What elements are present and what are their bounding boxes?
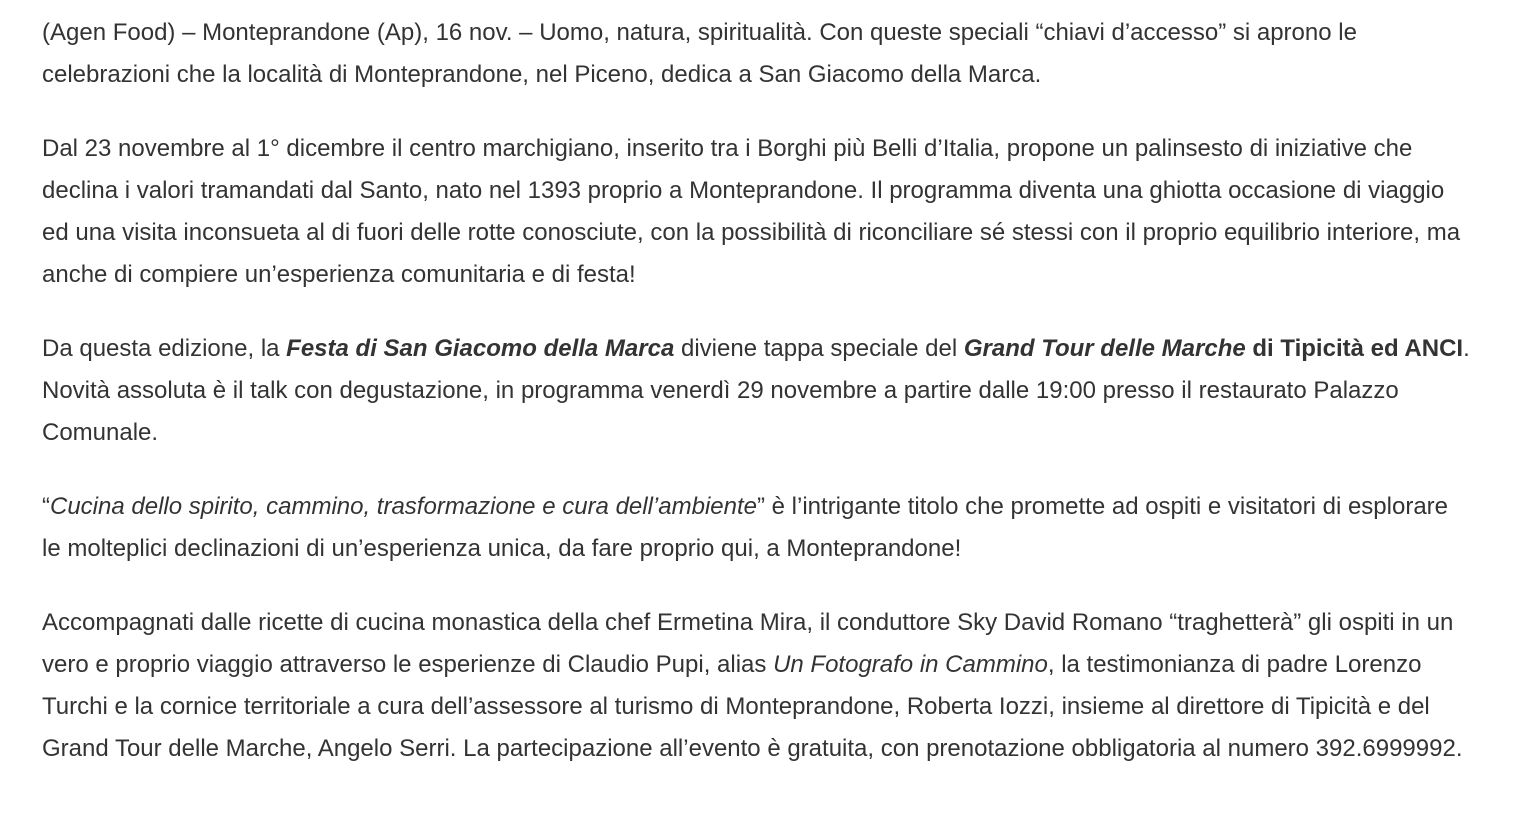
participants-text-2: , la testimonianza di padre Lorenzo Turchi e la cornice territoriale a cura dell’assessore al turismo di Monteprandone, Roberta Iozzi, insieme al direttore di Tipicità e del Grand Tour delle Marche, Angelo Serri. La partecipazione all’evento è gratuita, con prenotazione obbligatoria al numero 392.6999992.	[42, 651, 1463, 762]
paragraph-festa	[42, 328, 1472, 454]
paragraph-talk-title	[42, 486, 1472, 570]
participants-text-1: Accompagnati dalle ricette di cucina monastica della chef Ermetina Mira, il conduttore Sky David Romano “traghetterà” gli ospiti in un vero e proprio viaggio attraverso le esperienze di Claudio Pupi, alias	[42, 609, 1454, 678]
festa-text-1: Da questa edizione, la	[42, 335, 287, 362]
tipicita-anci-bold: di Tipicità ed ANCI	[1245, 335, 1464, 362]
festa-text-2: diviene tappa speciale del	[674, 335, 964, 362]
festa-text-3: . Novità assoluta è il talk con degustazione, in programma venerdì 29 novembre a partire dalle 19:00 presso il restaurato Palazzo Comunale.	[42, 335, 1470, 446]
grand-tour-emphasis: Grand Tour delle Marche	[963, 335, 1246, 362]
article-body	[42, 12, 1472, 770]
paragraph-participants	[42, 602, 1472, 770]
quote-open: “	[42, 493, 50, 520]
fotografo-italic: Un Fotografo in Cammino	[773, 651, 1048, 678]
talk-title-italic: Cucina dello spirito, cammino, trasformazione e cura dell’ambiente	[50, 493, 757, 520]
paragraph-dates	[42, 128, 1472, 296]
intro-text: (Agen Food) – Monteprandone (Ap), 16 nov. – Uomo, natura, spiritualità. Con queste speciali “chiavi d’accesso” si aprono le celebrazioni che la località di Monteprandone, nel Piceno, dedica a San Giacomo della Marca.	[42, 19, 1357, 88]
dates-text: Dal 23 novembre al 1° dicembre il centro marchigiano, inserito tra i Borghi più Belli d’Italia, propone un palinsesto di iniziative che declina i valori tramandati dal Santo, nato nel 1393 proprio a Monteprandone. Il programma diventa una ghiotta occasione di viaggio ed una visita inconsueta al di fuori delle rotte conosciute, con la possibilità di riconciliare sé stessi con il proprio equilibrio interiore, ma anche di compiere un’esperienza comunitaria e di festa!	[42, 135, 1461, 288]
paragraph-intro	[42, 12, 1472, 96]
festa-name-emphasis: Festa di San Giacomo della Marca	[286, 335, 675, 362]
talk-title-rest: ” è l’intrigante titolo che promette ad ospiti e visitatori di esplorare le molteplici declinazioni di un’esperienza unica, da fare proprio qui, a Monteprandone!	[42, 493, 1449, 562]
